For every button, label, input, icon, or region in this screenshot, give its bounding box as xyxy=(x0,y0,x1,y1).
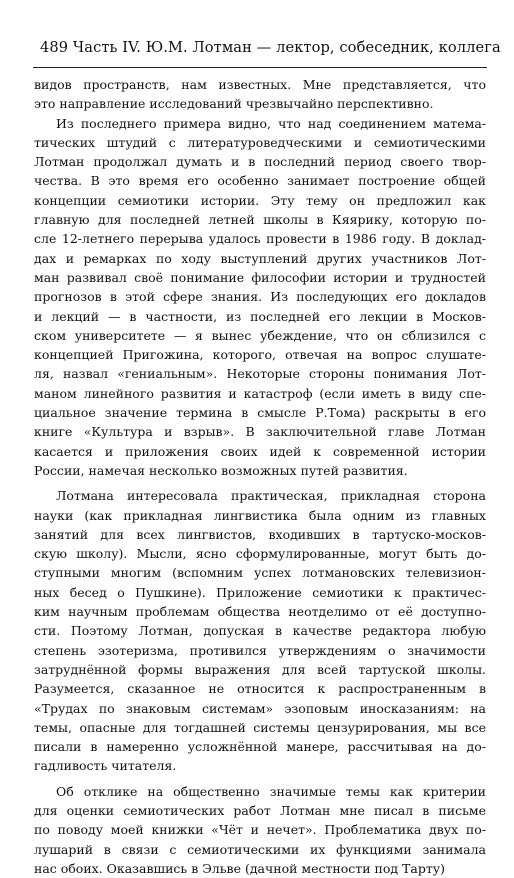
text-line: для оценки семиотических работ Лотман мне писал в письме xyxy=(34,802,486,818)
text-line: «Трудах по знаковым системам» эзоповым иносказаниям: на xyxy=(34,700,486,716)
text-line: лушарий в связи с семиотическими их функциями занимала xyxy=(34,841,486,857)
text-line: Лотмана интересовала практическая, прикладная сторона xyxy=(56,488,486,504)
text-line: науки (как прикладная лингвистика была одним из главных xyxy=(34,507,486,523)
text-line: ким научным проблемам общества неотделимо от её доступно- xyxy=(34,604,486,620)
paragraph xyxy=(34,486,486,775)
text-line: дах и ремарках по ходу выступлений других участников Лот- xyxy=(34,250,486,266)
text-line: ском университете — я вынес убеждение, что он сблизился с xyxy=(34,327,486,343)
text-line: занятий для всех лингвистов, входивших в тартуско-москов- xyxy=(34,526,486,542)
text-line: сти. Поэтому Лотман, допуская в качестве редактора любую xyxy=(34,623,486,639)
text-line: скую школу). Мысли, ясно сформулированные, могут быть до- xyxy=(34,546,486,562)
running-header: 489 Часть IV. Ю.М. Лотман — лектор, собеседник, коллега xyxy=(40,39,501,56)
text-line: видов пространств, нам известных. Мне представляется, что xyxy=(34,77,486,92)
text-line: сле 12-летнего перерыва удалось провести в 1986 году. В доклад- xyxy=(34,231,486,247)
body-text xyxy=(34,75,486,878)
header-rule xyxy=(33,67,487,68)
text-line: Об отклике на общественно значимые темы как критерии xyxy=(56,783,486,799)
text-line: ман развивал своё понимание философии истории и трудностей xyxy=(34,269,486,285)
paragraph xyxy=(34,75,486,114)
text-line: гадливость читателя. xyxy=(34,758,177,774)
paragraph xyxy=(34,782,486,878)
text-line: ных бесед о Пушкине). Приложение семиотики к практичес- xyxy=(34,584,486,600)
text-line: касается и приложения своих идей к современной истории xyxy=(34,443,486,459)
text-line: главную для последней летней школы в Кяярику, которую по- xyxy=(34,212,486,228)
text-line: Разумеется, сказанное не относится к распространенным в xyxy=(34,681,486,697)
text-line: и лекций — в частности, из последней его лекции в Москов- xyxy=(34,308,486,324)
text-line: России, намечая несколько возможных путей развития. xyxy=(34,462,408,478)
text-line: Лотман продолжал думать и в последний период своего твор- xyxy=(34,154,486,170)
text-line: книге «Культура и взрыв». В заключительной главе Лотман xyxy=(34,424,486,440)
text-line: циальное значение термина в смысле Р.Тома) раскрыты в его xyxy=(34,405,486,421)
text-line: ля, назвал «гениальным». Некоторые стороны понимания Лот- xyxy=(34,366,486,382)
text-line: степень эзотеризма, противился утверждениям о значимости xyxy=(34,642,486,658)
text-line: чества. В это время его особенно занимает построение общей xyxy=(34,173,486,189)
paragraph xyxy=(34,114,486,481)
text-line: Из последнего примера видно, что над соединением матема- xyxy=(56,115,486,131)
text-line: ступными многим (вспомним успех лотмановских телевизион- xyxy=(34,565,486,581)
text-line: нас обоих. Оказавшись в Эльве (дачной местности под Тарту) xyxy=(34,860,445,876)
text-line: прогнозов в этой сфере знания. Из последующих его докладов xyxy=(34,289,486,305)
text-line: тических штудий с литературоведческими и семиотическими xyxy=(34,134,486,150)
text-line: затруднённой формы выражения для всей тартуской школы. xyxy=(34,661,486,677)
text-line: писали в намеренно усложнённой манере, рассчитывая на до- xyxy=(34,739,486,755)
text-line: это направление исследований чрезвычайно перспективно. xyxy=(34,96,434,112)
text-line: маном линейного развития и катастроф (если иметь в виду спе- xyxy=(34,385,486,401)
text-line: по поводу моей книжки «Чёт и нечет». Проблематика двух по- xyxy=(34,822,486,838)
text-line: концепции семиотики истории. Эту тему он предложил как xyxy=(34,192,486,208)
text-line: концепцией Пригожина, которого, отвечая на вопрос слушате- xyxy=(34,347,486,363)
text-line: темы, опасные для тогдашней системы цензурирования, мы все xyxy=(34,719,486,735)
